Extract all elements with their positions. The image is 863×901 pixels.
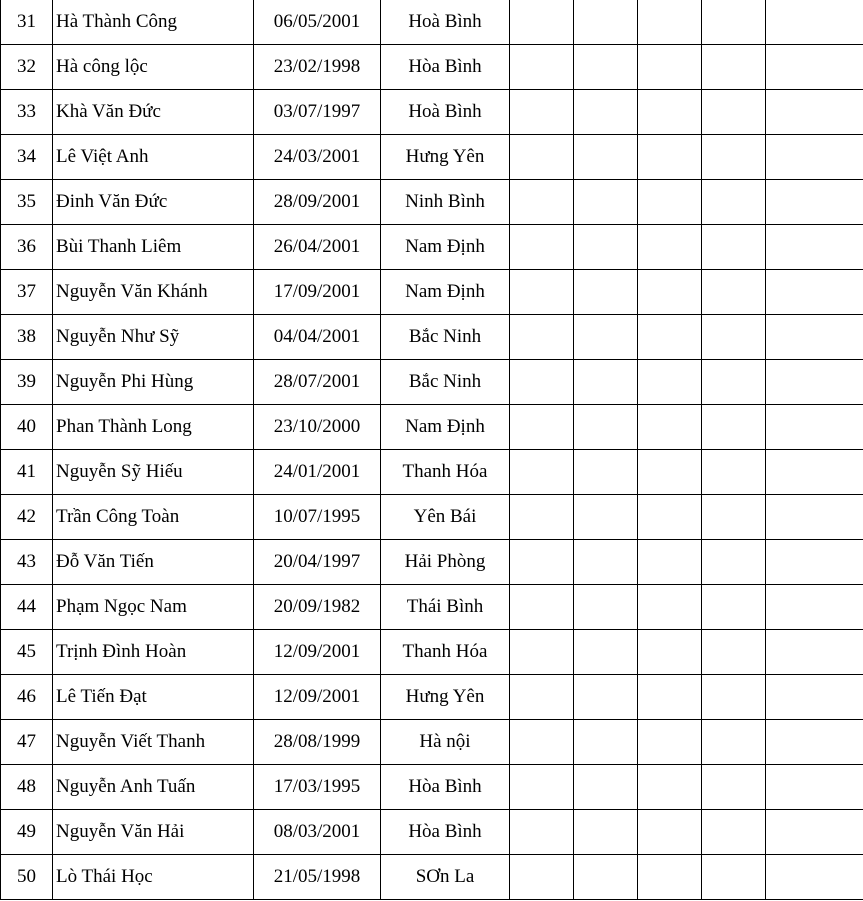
cell-empty [638,180,702,225]
cell-full-name: Trịnh Đình Hoàn [53,630,254,675]
cell-empty [574,135,638,180]
cell-stt: 37 [1,270,53,315]
cell-empty [574,270,638,315]
cell-empty [702,0,766,45]
table-row [1,45,863,90]
cell-full-name: Đinh Văn Đức [53,180,254,225]
cell-date-of-birth: 28/08/1999 [254,720,381,765]
cell-empty [510,630,574,675]
cell-empty [638,315,702,360]
cell-hometown: Nam Định [381,270,510,315]
cell-empty [766,360,863,405]
cell-empty [702,45,766,90]
cell-empty [638,405,702,450]
cell-empty [702,270,766,315]
cell-empty [510,540,574,585]
cell-stt: 40 [1,405,53,450]
cell-empty [638,540,702,585]
cell-empty [702,180,766,225]
cell-empty [702,810,766,855]
cell-full-name: Hà công lộc [53,45,254,90]
cell-date-of-birth: 08/03/2001 [254,810,381,855]
cell-empty [510,405,574,450]
table-row [1,405,863,450]
cell-empty [574,225,638,270]
cell-full-name: Nguyễn Văn Khánh [53,270,254,315]
cell-empty [638,360,702,405]
cell-date-of-birth: 06/05/2001 [254,0,381,45]
cell-full-name: Phan Thành Long [53,405,254,450]
cell-hometown: Hà nội [381,720,510,765]
cell-empty [702,90,766,135]
table-row [1,0,863,45]
cell-empty [766,720,863,765]
cell-hometown: Hoà Bình [381,0,510,45]
cell-stt: 48 [1,765,53,810]
table-row [1,180,863,225]
cell-hometown: Thanh Hóa [381,450,510,495]
cell-date-of-birth: 10/07/1995 [254,495,381,540]
cell-stt: 45 [1,630,53,675]
cell-stt: 39 [1,360,53,405]
cell-empty [702,855,766,900]
cell-empty [510,135,574,180]
table-row [1,315,863,360]
cell-date-of-birth: 23/10/2000 [254,405,381,450]
cell-empty [510,45,574,90]
cell-hometown: SƠn La [381,855,510,900]
cell-date-of-birth: 20/09/1982 [254,585,381,630]
cell-full-name: Hà Thành Công [53,0,254,45]
cell-full-name: Nguyễn Viết Thanh [53,720,254,765]
cell-empty [638,225,702,270]
cell-stt: 38 [1,315,53,360]
cell-empty [702,315,766,360]
cell-empty [574,855,638,900]
table-row [1,495,863,540]
cell-empty [766,675,863,720]
cell-hometown: Thái Bình [381,585,510,630]
cell-date-of-birth: 03/07/1997 [254,90,381,135]
cell-empty [510,765,574,810]
cell-hometown: Hưng Yên [381,135,510,180]
cell-hometown: Hòa Bình [381,810,510,855]
cell-empty [574,315,638,360]
cell-full-name: Nguyễn Sỹ Hiếu [53,450,254,495]
cell-date-of-birth: 28/09/2001 [254,180,381,225]
cell-stt: 50 [1,855,53,900]
cell-empty [638,810,702,855]
cell-empty [574,90,638,135]
cell-empty [702,540,766,585]
cell-empty [638,0,702,45]
cell-empty [638,135,702,180]
cell-date-of-birth: 12/09/2001 [254,630,381,675]
cell-stt: 42 [1,495,53,540]
cell-hometown: Yên Bái [381,495,510,540]
cell-empty [638,675,702,720]
cell-hometown: Hòa Bình [381,45,510,90]
cell-empty [638,90,702,135]
table-row [1,135,863,180]
cell-empty [766,855,863,900]
cell-empty [766,0,863,45]
cell-date-of-birth: 04/04/2001 [254,315,381,360]
cell-empty [510,675,574,720]
cell-empty [766,270,863,315]
cell-hometown: Hải Phòng [381,540,510,585]
table-row [1,270,863,315]
cell-empty [702,630,766,675]
cell-empty [574,495,638,540]
cell-empty [510,450,574,495]
cell-empty [702,675,766,720]
cell-full-name: Bùi Thanh Liêm [53,225,254,270]
cell-empty [702,405,766,450]
table-row [1,360,863,405]
cell-empty [766,90,863,135]
cell-hometown: Bắc Ninh [381,360,510,405]
cell-date-of-birth: 24/03/2001 [254,135,381,180]
cell-hometown: Thanh Hóa [381,630,510,675]
cell-stt: 46 [1,675,53,720]
cell-full-name: Nguyễn Anh Tuấn [53,765,254,810]
cell-empty [702,495,766,540]
cell-date-of-birth: 23/02/1998 [254,45,381,90]
cell-full-name: Khà Văn Đức [53,90,254,135]
table-row [1,90,863,135]
cell-empty [574,810,638,855]
cell-empty [574,765,638,810]
cell-date-of-birth: 28/07/2001 [254,360,381,405]
cell-empty [574,405,638,450]
cell-full-name: Trần Công Toàn [53,495,254,540]
cell-empty [574,675,638,720]
cell-stt: 31 [1,0,53,45]
cell-empty [638,450,702,495]
cell-date-of-birth: 24/01/2001 [254,450,381,495]
cell-empty [510,90,574,135]
cell-date-of-birth: 20/04/1997 [254,540,381,585]
cell-date-of-birth: 17/09/2001 [254,270,381,315]
table-row [1,630,863,675]
cell-empty [510,225,574,270]
cell-empty [574,540,638,585]
cell-empty [638,855,702,900]
cell-stt: 36 [1,225,53,270]
cell-stt: 35 [1,180,53,225]
cell-full-name: Phạm Ngọc Nam [53,585,254,630]
table-row [1,810,863,855]
table-row [1,855,863,900]
cell-stt: 41 [1,450,53,495]
cell-full-name: Nguyễn Như Sỹ [53,315,254,360]
cell-empty [510,180,574,225]
cell-hometown: Hưng Yên [381,675,510,720]
cell-hometown: Hòa Bình [381,765,510,810]
cell-hometown: Nam Định [381,405,510,450]
cell-empty [702,360,766,405]
cell-empty [766,225,863,270]
cell-date-of-birth: 26/04/2001 [254,225,381,270]
table-row [1,540,863,585]
cell-empty [574,360,638,405]
cell-stt: 43 [1,540,53,585]
cell-empty [574,585,638,630]
cell-empty [766,495,863,540]
cell-empty [766,765,863,810]
cell-stt: 44 [1,585,53,630]
cell-empty [638,630,702,675]
cell-empty [574,45,638,90]
cell-empty [574,630,638,675]
cell-stt: 49 [1,810,53,855]
cell-empty [510,810,574,855]
cell-empty [510,855,574,900]
cell-empty [766,810,863,855]
cell-empty [638,495,702,540]
cell-date-of-birth: 17/03/1995 [254,765,381,810]
cell-empty [702,765,766,810]
cell-empty [510,270,574,315]
cell-full-name: Đỗ Văn Tiến [53,540,254,585]
cell-empty [766,585,863,630]
cell-empty [510,315,574,360]
cell-empty [766,180,863,225]
cell-full-name: Lê Việt Anh [53,135,254,180]
cell-full-name: Nguyễn Văn Hải [53,810,254,855]
cell-empty [638,720,702,765]
cell-hometown: Hoà Bình [381,90,510,135]
cell-full-name: Lê Tiến Đạt [53,675,254,720]
cell-empty [766,450,863,495]
cell-empty [766,45,863,90]
cell-empty [766,405,863,450]
table-row [1,720,863,765]
cell-empty [702,225,766,270]
cell-date-of-birth: 21/05/1998 [254,855,381,900]
cell-date-of-birth: 12/09/2001 [254,675,381,720]
cell-hometown: Ninh Bình [381,180,510,225]
cell-full-name: Nguyễn Phi Hùng [53,360,254,405]
cell-empty [574,180,638,225]
cell-empty [638,45,702,90]
table-row [1,225,863,270]
cell-empty [638,765,702,810]
cell-hometown: Nam Định [381,225,510,270]
cell-empty [766,135,863,180]
cell-empty [766,315,863,360]
cell-empty [638,585,702,630]
cell-empty [510,360,574,405]
cell-empty [510,585,574,630]
cell-empty [574,0,638,45]
cell-empty [574,450,638,495]
cell-empty [510,720,574,765]
table-row [1,765,863,810]
cell-empty [702,450,766,495]
cell-empty [702,720,766,765]
cell-empty [510,495,574,540]
cell-stt: 32 [1,45,53,90]
cell-stt: 33 [1,90,53,135]
table-row [1,675,863,720]
cell-stt: 47 [1,720,53,765]
cell-full-name: Lò Thái Học [53,855,254,900]
cell-hometown: Bắc Ninh [381,315,510,360]
cell-stt: 34 [1,135,53,180]
cell-empty [574,720,638,765]
cell-empty [638,270,702,315]
cell-empty [702,135,766,180]
roster-body [1,0,863,900]
cell-empty [766,540,863,585]
cell-empty [766,630,863,675]
table-row [1,585,863,630]
cell-empty [510,0,574,45]
table-row [1,450,863,495]
cell-empty [702,585,766,630]
